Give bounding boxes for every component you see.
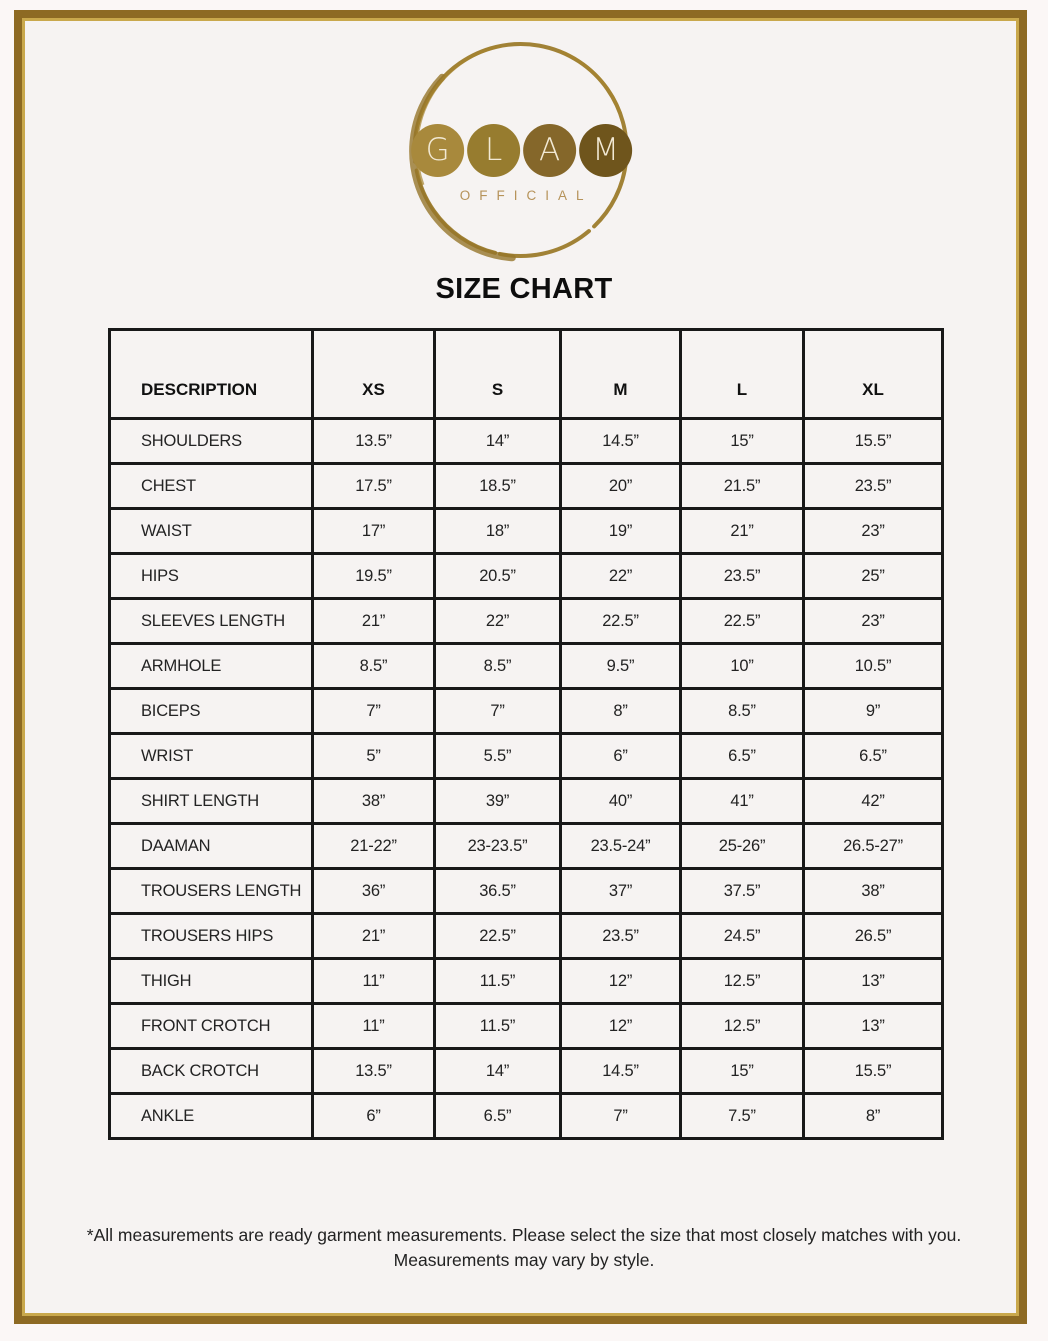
measurement-value: 14.5” <box>561 419 681 464</box>
measurement-value: 11” <box>313 959 435 1004</box>
page-title: SIZE CHART <box>435 273 613 305</box>
measurement-label: FRONT CROTCH <box>110 1004 313 1049</box>
column-header-size: M <box>561 330 681 419</box>
measurement-value: 37.5” <box>681 869 804 914</box>
column-header-size: XS <box>313 330 435 419</box>
measurement-value: 17” <box>313 509 435 554</box>
measurement-value: 14” <box>435 1049 561 1094</box>
table-row <box>110 824 943 869</box>
measurement-value: 38” <box>313 779 435 824</box>
measurement-value: 9.5” <box>561 644 681 689</box>
measurement-value: 18” <box>435 509 561 554</box>
table-row <box>110 644 943 689</box>
measurement-value: 7” <box>313 689 435 734</box>
measurement-value: 10.5” <box>804 644 943 689</box>
measurement-label: SHIRT LENGTH <box>110 779 313 824</box>
measurement-label: THIGH <box>110 959 313 1004</box>
logo-letter-circle: L <box>467 124 520 177</box>
measurement-value: 9” <box>804 689 943 734</box>
measurement-value: 12” <box>561 1004 681 1049</box>
measurement-value: 15.5” <box>804 1049 943 1094</box>
table-row <box>110 869 943 914</box>
table-row <box>110 599 943 644</box>
footnote-line2: Measurements may vary by style. <box>393 1250 655 1271</box>
measurement-value: 13” <box>804 959 943 1004</box>
measurement-label: BACK CROTCH <box>110 1049 313 1094</box>
measurement-value: 7” <box>561 1094 681 1139</box>
measurement-label: SHOULDERS <box>110 419 313 464</box>
measurement-value: 25-26” <box>681 824 804 869</box>
measurement-value: 14.5” <box>561 1049 681 1094</box>
logo-letter-circle: M <box>579 124 632 177</box>
measurement-label: CHEST <box>110 464 313 509</box>
column-header-size: XL <box>804 330 943 419</box>
measurement-value: 42” <box>804 779 943 824</box>
measurement-value: 8” <box>561 689 681 734</box>
measurement-value: 18.5” <box>435 464 561 509</box>
measurement-value: 38” <box>804 869 943 914</box>
measurement-value: 23.5-24” <box>561 824 681 869</box>
measurement-label: WRIST <box>110 734 313 779</box>
measurement-value: 21” <box>681 509 804 554</box>
measurement-label: SLEEVES LENGTH <box>110 599 313 644</box>
logo-letter-circle: A <box>523 124 576 177</box>
measurement-value: 12” <box>561 959 681 1004</box>
measurement-value: 13” <box>804 1004 943 1049</box>
measurement-value: 10” <box>681 644 804 689</box>
measurement-value: 20” <box>561 464 681 509</box>
measurement-value: 5.5” <box>435 734 561 779</box>
table-header-row <box>110 330 943 419</box>
column-header-size: S <box>435 330 561 419</box>
measurement-value: 37” <box>561 869 681 914</box>
measurement-value: 5” <box>313 734 435 779</box>
table-row <box>110 464 943 509</box>
measurement-value: 6.5” <box>435 1094 561 1139</box>
table-row <box>110 554 943 599</box>
measurement-value: 23” <box>804 509 943 554</box>
table-row <box>110 779 943 824</box>
table-row <box>110 509 943 554</box>
measurement-value: 21” <box>313 914 435 959</box>
measurement-value: 25” <box>804 554 943 599</box>
measurement-value: 8.5” <box>435 644 561 689</box>
measurement-value: 15.5” <box>804 419 943 464</box>
measurement-value: 40” <box>561 779 681 824</box>
measurement-value: 8.5” <box>681 689 804 734</box>
measurement-value: 23.5” <box>804 464 943 509</box>
measurement-value: 15” <box>681 419 804 464</box>
measurement-value: 23.5” <box>681 554 804 599</box>
measurement-value: 11.5” <box>435 1004 561 1049</box>
logo-subtitle: OFFICIAL <box>459 188 593 203</box>
measurement-value: 26.5-27” <box>804 824 943 869</box>
column-header-size: L <box>681 330 804 419</box>
measurement-value: 24.5” <box>681 914 804 959</box>
measurement-label: TROUSERS HIPS <box>110 914 313 959</box>
measurement-value: 22” <box>435 599 561 644</box>
measurement-value: 7” <box>435 689 561 734</box>
logo-letter-circles <box>411 124 632 177</box>
footnote-line1: *All measurements are ready garment measurements. Please select the size that most closely matches with you. <box>86 1225 962 1245</box>
measurement-value: 8” <box>804 1094 943 1139</box>
measurement-label: WAIST <box>110 509 313 554</box>
measurement-value: 22.5” <box>435 914 561 959</box>
measurement-value: 12.5” <box>681 959 804 1004</box>
measurement-value: 22” <box>561 554 681 599</box>
logo-letter-circle: G <box>411 124 464 177</box>
table-row <box>110 419 943 464</box>
table-row <box>110 1094 943 1139</box>
measurement-value: 21” <box>313 599 435 644</box>
measurement-value: 7.5” <box>681 1094 804 1139</box>
measurement-value: 36.5” <box>435 869 561 914</box>
measurement-value: 8.5” <box>313 644 435 689</box>
measurement-value: 21.5” <box>681 464 804 509</box>
table-row <box>110 1049 943 1094</box>
measurement-value: 6.5” <box>804 734 943 779</box>
measurement-value: 23-23.5” <box>435 824 561 869</box>
measurement-value: 6” <box>313 1094 435 1139</box>
measurement-label: HIPS <box>110 554 313 599</box>
measurement-value: 39” <box>435 779 561 824</box>
table-row <box>110 1004 943 1049</box>
measurement-label: TROUSERS LENGTH <box>110 869 313 914</box>
measurement-value: 13.5” <box>313 1049 435 1094</box>
measurement-label: DAAMAN <box>110 824 313 869</box>
measurement-value: 36” <box>313 869 435 914</box>
measurement-label: ANKLE <box>110 1094 313 1139</box>
measurement-value: 13.5” <box>313 419 435 464</box>
table-row <box>110 959 943 1004</box>
measurement-value: 11” <box>313 1004 435 1049</box>
measurement-value: 19.5” <box>313 554 435 599</box>
table-row <box>110 689 943 734</box>
measurement-value: 6.5” <box>681 734 804 779</box>
measurement-value: 11.5” <box>435 959 561 1004</box>
measurement-value: 17.5” <box>313 464 435 509</box>
measurement-value: 22.5” <box>561 599 681 644</box>
measurement-value: 20.5” <box>435 554 561 599</box>
measurement-value: 23.5” <box>561 914 681 959</box>
footnote <box>50 1223 998 1274</box>
column-header-description: DESCRIPTION <box>110 330 313 419</box>
measurement-value: 23” <box>804 599 943 644</box>
measurement-value: 6” <box>561 734 681 779</box>
measurement-value: 15” <box>681 1049 804 1094</box>
measurement-value: 19” <box>561 509 681 554</box>
size-table <box>108 328 944 1140</box>
measurement-value: 21-22” <box>313 824 435 869</box>
measurement-value: 22.5” <box>681 599 804 644</box>
measurement-value: 12.5” <box>681 1004 804 1049</box>
measurement-value: 41” <box>681 779 804 824</box>
measurement-label: ARMHOLE <box>110 644 313 689</box>
measurement-label: BICEPS <box>110 689 313 734</box>
measurement-value: 14” <box>435 419 561 464</box>
table-row <box>110 734 943 779</box>
measurement-value: 26.5” <box>804 914 943 959</box>
table-row <box>110 914 943 959</box>
brand-logo <box>404 36 640 268</box>
